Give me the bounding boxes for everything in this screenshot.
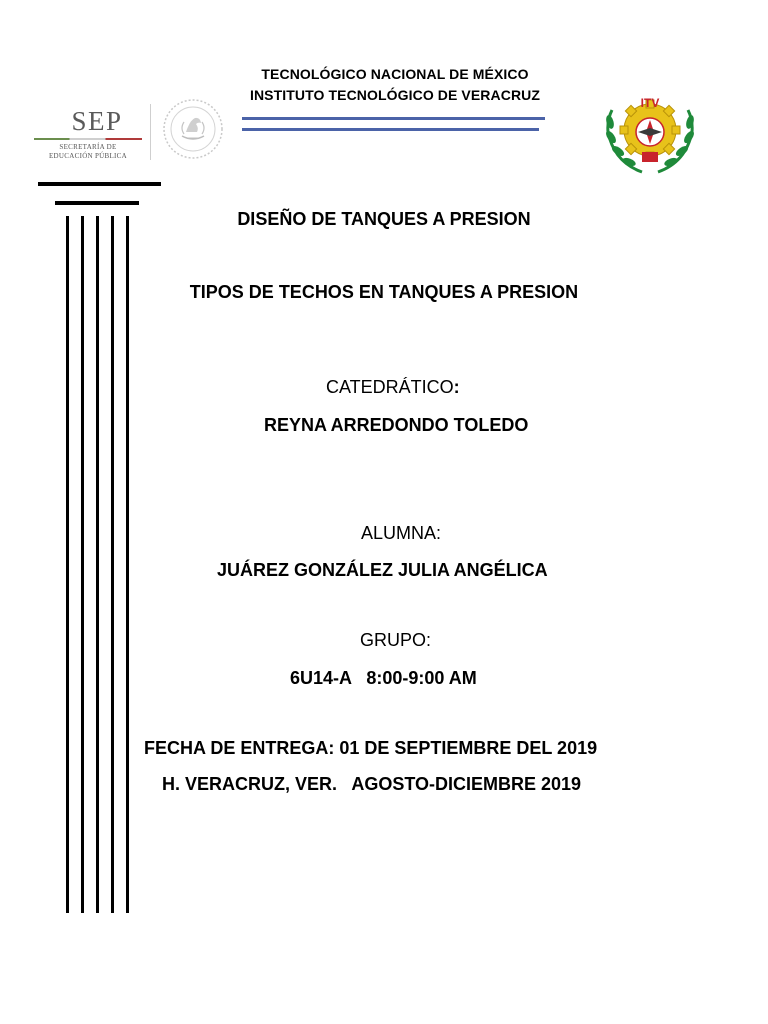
pillar-line — [111, 216, 114, 913]
location-period: H. VERACRUZ, VER. AGOSTO-DICIEMBRE 2019 — [162, 774, 582, 794]
sep-logo-divider — [150, 104, 151, 160]
sep-logo-tricolor-bar — [34, 138, 142, 140]
sep-logo-subtitle-1: SECRETARÍA DE — [59, 143, 117, 151]
pillar-line — [96, 216, 99, 913]
institution-name-veracruz: INSTITUTO TECNOLÓGICO DE VERACRUZ — [249, 87, 541, 103]
student-label: ALUMNA: — [361, 523, 442, 543]
professor-label-text: CATEDRÁTICO — [326, 377, 454, 397]
professor-label-colon: : — [453, 377, 460, 397]
pillar-line — [66, 216, 69, 913]
itv-logo-letters: ITV — [640, 96, 660, 110]
group-label: GRUPO: — [360, 630, 432, 650]
sep-logo-acronym: SEP — [71, 106, 123, 136]
student-name: JUÁREZ GONZÁLEZ JULIA ANGÉLICA — [217, 560, 548, 580]
pillar-line — [81, 216, 84, 913]
group-value: 6U14-A 8:00-9:00 AM — [290, 668, 477, 688]
professor-name: REYNA ARREDONDO TOLEDO — [264, 415, 529, 435]
pillar-cap-bar — [55, 201, 139, 205]
course-title: DISEÑO DE TANQUES A PRESION — [237, 209, 531, 229]
sep-logo-subtitle-2: EDUCACIÓN PÚBLICA — [48, 152, 128, 160]
pillar-top-bar — [38, 182, 161, 186]
professor-label — [326, 377, 460, 398]
header-rule-top — [242, 117, 545, 120]
pillar-line — [126, 216, 129, 913]
mexican-coat-of-arms-seal-icon — [162, 98, 224, 160]
institution-name-national: TECNOLÓGICO NACIONAL DE MÉXICO — [261, 66, 529, 82]
delivery-date: FECHA DE ENTREGA: 01 DE SEPTIEMBRE DEL 2019 — [144, 738, 598, 758]
topic-title: TIPOS DE TECHOS EN TANQUES A PRESION — [189, 282, 579, 302]
header-rule-bottom — [242, 128, 539, 131]
